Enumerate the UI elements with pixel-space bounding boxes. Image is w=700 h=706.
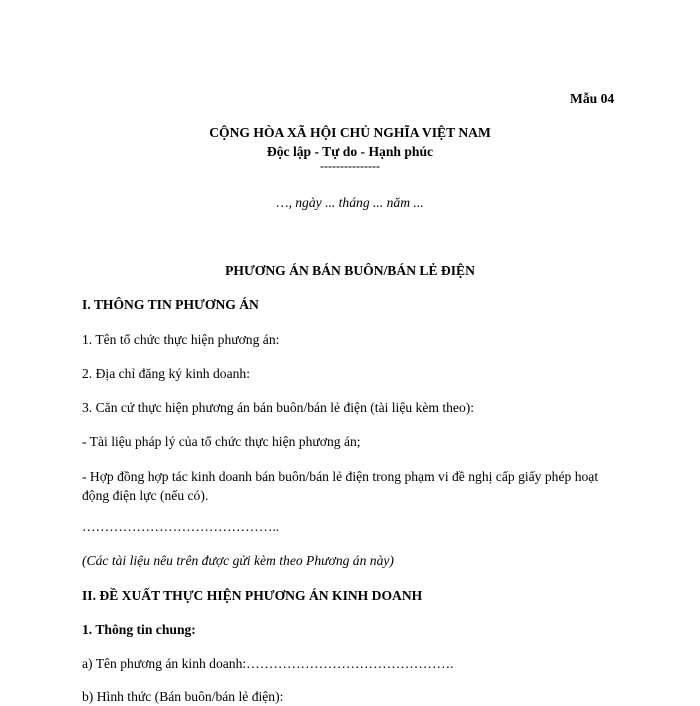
item-plan-form: b) Hình thức (Bán buôn/bán lẻ điện):	[82, 689, 284, 704]
general-info-heading: 1. Thông tin chung:	[82, 622, 196, 637]
item-organization-name: 1. Tên tổ chức thực hiện phương án:	[82, 332, 280, 347]
national-motto: Độc lập - Tự do - Hạnh phúc	[266, 144, 434, 159]
section-2-heading: II. ĐỀ XUẤT THỰC HIỆN PHƯƠNG ÁN KINH DOANH	[82, 588, 423, 603]
attachment-note: (Các tài liệu nêu trên được gửi kèm theo Phương án này)	[82, 553, 394, 568]
header-separator: ---------------	[320, 159, 380, 173]
section-1-heading: I. THÔNG TIN PHƯƠNG ÁN	[82, 297, 259, 312]
dotted-continuation: ……………………………………..	[82, 519, 280, 534]
bullet-legal-documents: - Tài liệu pháp lý của tổ chức thực hiện phương án;	[82, 434, 361, 449]
item-business-address: 2. Địa chỉ đăng ký kinh doanh:	[82, 366, 251, 381]
bullet-cooperation-contract: - Hợp đồng hợp tác kinh doanh bán buôn/bán lẻ điện trong phạm vi đề nghị cấp giấy phép hoạt động điện lực (nếu có).	[82, 469, 599, 503]
document-title: PHƯƠNG ÁN BÁN BUÔN/BÁN LẺ ĐIỆN	[225, 263, 475, 278]
form-code: Mẫu 04	[570, 91, 615, 106]
country-name: CỘNG HÒA XÃ HỘI CHỦ NGHĨA VIỆT NAM	[209, 125, 491, 140]
item-basis: 3. Căn cứ thực hiện phương án bán buôn/bán lẻ điện (tài liệu kèm theo):	[82, 400, 475, 415]
date-line: …, ngày ... tháng ... năm ...	[276, 195, 424, 210]
item-plan-name: a) Tên phương án kinh doanh:……………………………………….	[82, 656, 454, 671]
